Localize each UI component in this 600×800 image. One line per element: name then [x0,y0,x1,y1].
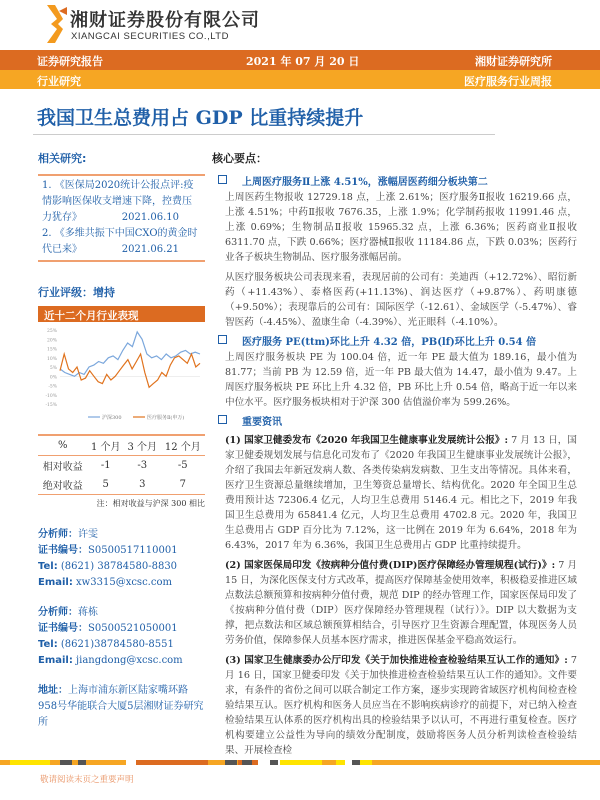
report-type: 证券研究报告 [37,55,103,68]
label: 分析师： [38,528,78,540]
cell: 绝对收益 [42,480,83,492]
label: 分析师： [38,606,78,618]
industry-rating: 行业评级：增持 [38,286,115,299]
news-body: 7 月 13 日，国家卫健委规划发展与信息化司发布了《2020 年我国卫生健康事业发展统计公报》，介绍了我国去年新冠发病人数、各类传染病发病数、卫生支出等情况。具体来看，医疗卫生资源总量继续增加，卫生筹资总量增长、结构优化。2020 年全国卫生总费用预计达 72306.4 亿元，人均卫生总费用 5146.4 元。相比之下，2019 年我国卫生总费用为 65841.4 亿元，人均卫生总费用 4702.8 元。2020 年，我国卫生总费用占 GDP 百分比为 7.12%，这一比例在 2019 年为 6.64%，2018 年为 6.43%，2017 年为 6.36%，我国卫生总费用占 GDP 比重持续提升。 [225,435,577,551]
table-row [38,455,205,475]
y-tick-label: 15% [46,347,57,353]
section-heading: 医疗服务 PE(ttm)环比上升 4.32 倍，PB(lf)环比上升 0.54 倍 [212,333,577,350]
y-tick-label: -5% [48,384,57,390]
performance-chart [38,322,205,422]
legend-label: 沪深300 [102,415,122,421]
report-name: 医疗服务行业周报 [464,75,552,88]
col-header: 12 个月 [164,441,201,453]
main-content [212,150,577,758]
news-title: (1) 国家卫健委发布《2020 年我国卫生健康事业发展统计公报》: [225,435,509,446]
news-item [212,558,577,648]
related-list [38,176,205,260]
analyst-name: 蒋栋 [78,606,98,618]
cell: 3 [139,478,146,490]
company-name-en: XIANGCAI SECURITIES CO.,LTD [71,31,229,42]
company-name-cn: 湘财证券股份有限公司 [70,10,260,31]
analyst-email[interactable]: jiangdong@xcsc.com [76,654,183,666]
page-title: 我国卫生总费用占 GDP 比重持续提升 [37,107,364,129]
checkbox-bullet-icon [218,175,227,184]
label: 证书编号： [38,622,88,634]
institute: 湘财证券研究所 [475,55,552,68]
label: 证书编号： [38,544,88,556]
address-text: 上海市浦东新区陆家嘴环路958号华能联合大厦5层湘财证券研究所 [38,684,204,728]
label: 地址： [38,684,68,696]
sidebar [38,150,205,731]
footer-stripe [0,760,600,765]
report-date: 2021 年 07 月 20 日 [246,55,360,68]
y-tick-label: 5% [49,366,57,371]
cell: -5 [177,459,188,471]
cell: 5 [102,478,109,490]
section-heading: 上周医疗服务Ⅱ上涨 4.51%，涨幅居医药细分板块第二 [212,173,577,190]
category: 行业研究 [37,75,81,88]
col-header: 3 个月 [127,441,158,453]
related-item[interactable]: 2. 《多维共振下中国CXO的黄金时代已来》 2021.06.21 [42,228,198,255]
news-item [212,653,577,758]
divider [33,134,495,135]
label: Email: [38,654,73,666]
analyst-cert: S0500521050001 [88,622,178,634]
analyst-name: 许雯 [78,528,98,540]
news-body: 7 月 15 日，为深化医保支付方式改革，提高医疗保障基金使用效率，积极稳妥推进区域点数法总额预算和按病种分值付费，规范 DIP 的经办管理工作，国家医保局印发了《按病种分值付费（DIP）医疗保障经办管理规程（试行）》。DIP 以大数据为支撑，把点数法和区域总额预算相结合，引导医疗卫生资源合理配置，体现医务人员劳务价值，保障参保人员基本医疗需求，推进医保基金平稳高效运行。 [225,560,577,646]
news-title: (2) 国家医保局印发《按病种分值付费(DIP)医疗保障经办管理规程(试行)》: [225,560,556,571]
label: Tel: [38,560,58,572]
news-body: 7 月 16 日，国家卫健委印发《关于加快推进检查检验结果互认工作的通知》。文件要求，有条件的省份之间可以联合制定工作方案，逐步实现跨省域医疗机构间检查检验结果互认。医疗机构和医务人员应当在不影响疾病诊疗的前提下，对已纳入检查检验结果互认体系的医疗机构出具的检验结果予以认可，不再进行重复检查。医疗机构要建立公益性为导向的绩效分配制度，鼓励将医务人员分析判读检查检验结果、开展检查检 [225,655,577,756]
cell: 7 [179,478,186,490]
series-line [60,332,200,376]
address [38,683,205,731]
y-tick-label: 0% [49,375,57,381]
label: Email: [38,576,73,588]
news-title: (3) 国家卫生健康委办公厅印发《关于加快推进检查检验结果互认工作的通知》: [225,655,568,666]
disclaimer-note[interactable]: 敬请阅读末页之重要声明 [40,775,134,785]
report-subheader-bar [0,70,600,89]
y-tick-label: -15% [45,403,57,408]
cell: -1 [100,459,111,471]
analyst-tel: (8621)38784580-8551 [60,638,174,650]
analyst-2 [38,605,205,669]
report-header-bar [0,50,600,70]
paragraph: 上周医疗服务板块 PE 为 100.04 倍，近一年 PE 最大值为 189.16，最小值为 81.77；当前 PB 为 12.59 倍，近一年 PB 最大值为 14.47，最小值为 9.47。上周医疗服务板块 PE 环比上升 4.32 倍，PB 环比上升 0.54 倍，略高于近一年以来中位水平。医疗服务板块相对于沪深 300 估值溢价率为 599.26%。 [225,352,577,408]
core-heading: 核心要点： [212,152,267,165]
series-line [60,354,200,387]
related-heading: 相关研究: [38,152,87,165]
table-row [38,475,205,495]
col-header: 1 个月 [90,441,121,453]
checkbox-bullet-icon [218,335,227,344]
returns-table [38,436,205,495]
related-item[interactable]: 1. 《医保局2020统计公报点评:疫情影响医保收支增速下降，控费压力犹存》 2021.06.10 [42,180,194,223]
analyst-email[interactable]: xw3315@xcsc.com [76,576,172,588]
col-header: % [57,439,68,451]
paragraph: 上周医药生物报收 12729.18 点，上涨 2.61%；医疗服务Ⅱ报收 16219.66 点，上涨 4.51%；中药Ⅱ报收 7676.35，上涨 1.9%；化学制药报收 11991.46 点，上涨 0.69%；生物制品Ⅱ报收 15965.32 点，上涨 6.36%；医药商业Ⅱ报收 6311.70 点，下跌 0.66%；医疗器械Ⅱ报收 11184.86 点，下跌 0.03%；医药行业各子板块生物制品、医疗服务涨幅居前。 [225,192,577,263]
y-tick-label: 20% [46,338,57,344]
y-tick-label: 10% [46,356,57,362]
cell: 相对收益 [42,461,83,473]
news-item [212,433,577,553]
table-note: 注：相对收益与沪深 300 相比 [96,498,205,508]
checkbox-bullet-icon [218,415,227,424]
analyst-cert: S0500517110001 [88,544,178,556]
analyst-tel: (8621) 38784580-8830 [60,560,178,572]
label: Tel: [38,638,58,650]
performance-heading: 近十二个月行业表现 [38,306,205,322]
company-logo-icon [45,3,67,45]
y-tick-label: 25% [46,329,57,334]
cell: -3 [137,459,148,471]
divider [38,260,205,262]
analyst-1 [38,527,205,591]
y-tick-label: -10% [45,393,57,399]
section-heading: 重要资讯 [212,413,577,430]
paragraph: 从医疗服务板块公司表现来看，表现居前的公司有：美迪西（+12.72%）、昭衍新药（+11.43%）、泰格医药(+11.13%)、润达医疗（+9.87%）、药明康德（+9.50%）；表现靠后的公司有：国际医学（-12.61）、金域医学（-5.47%）、睿智医药（-4.45%）、盈康生命（-4.39%）、光正眼科（-4.10%）。 [225,272,577,328]
legend-label: 医疗服务Ⅱ(申万) [147,415,185,421]
